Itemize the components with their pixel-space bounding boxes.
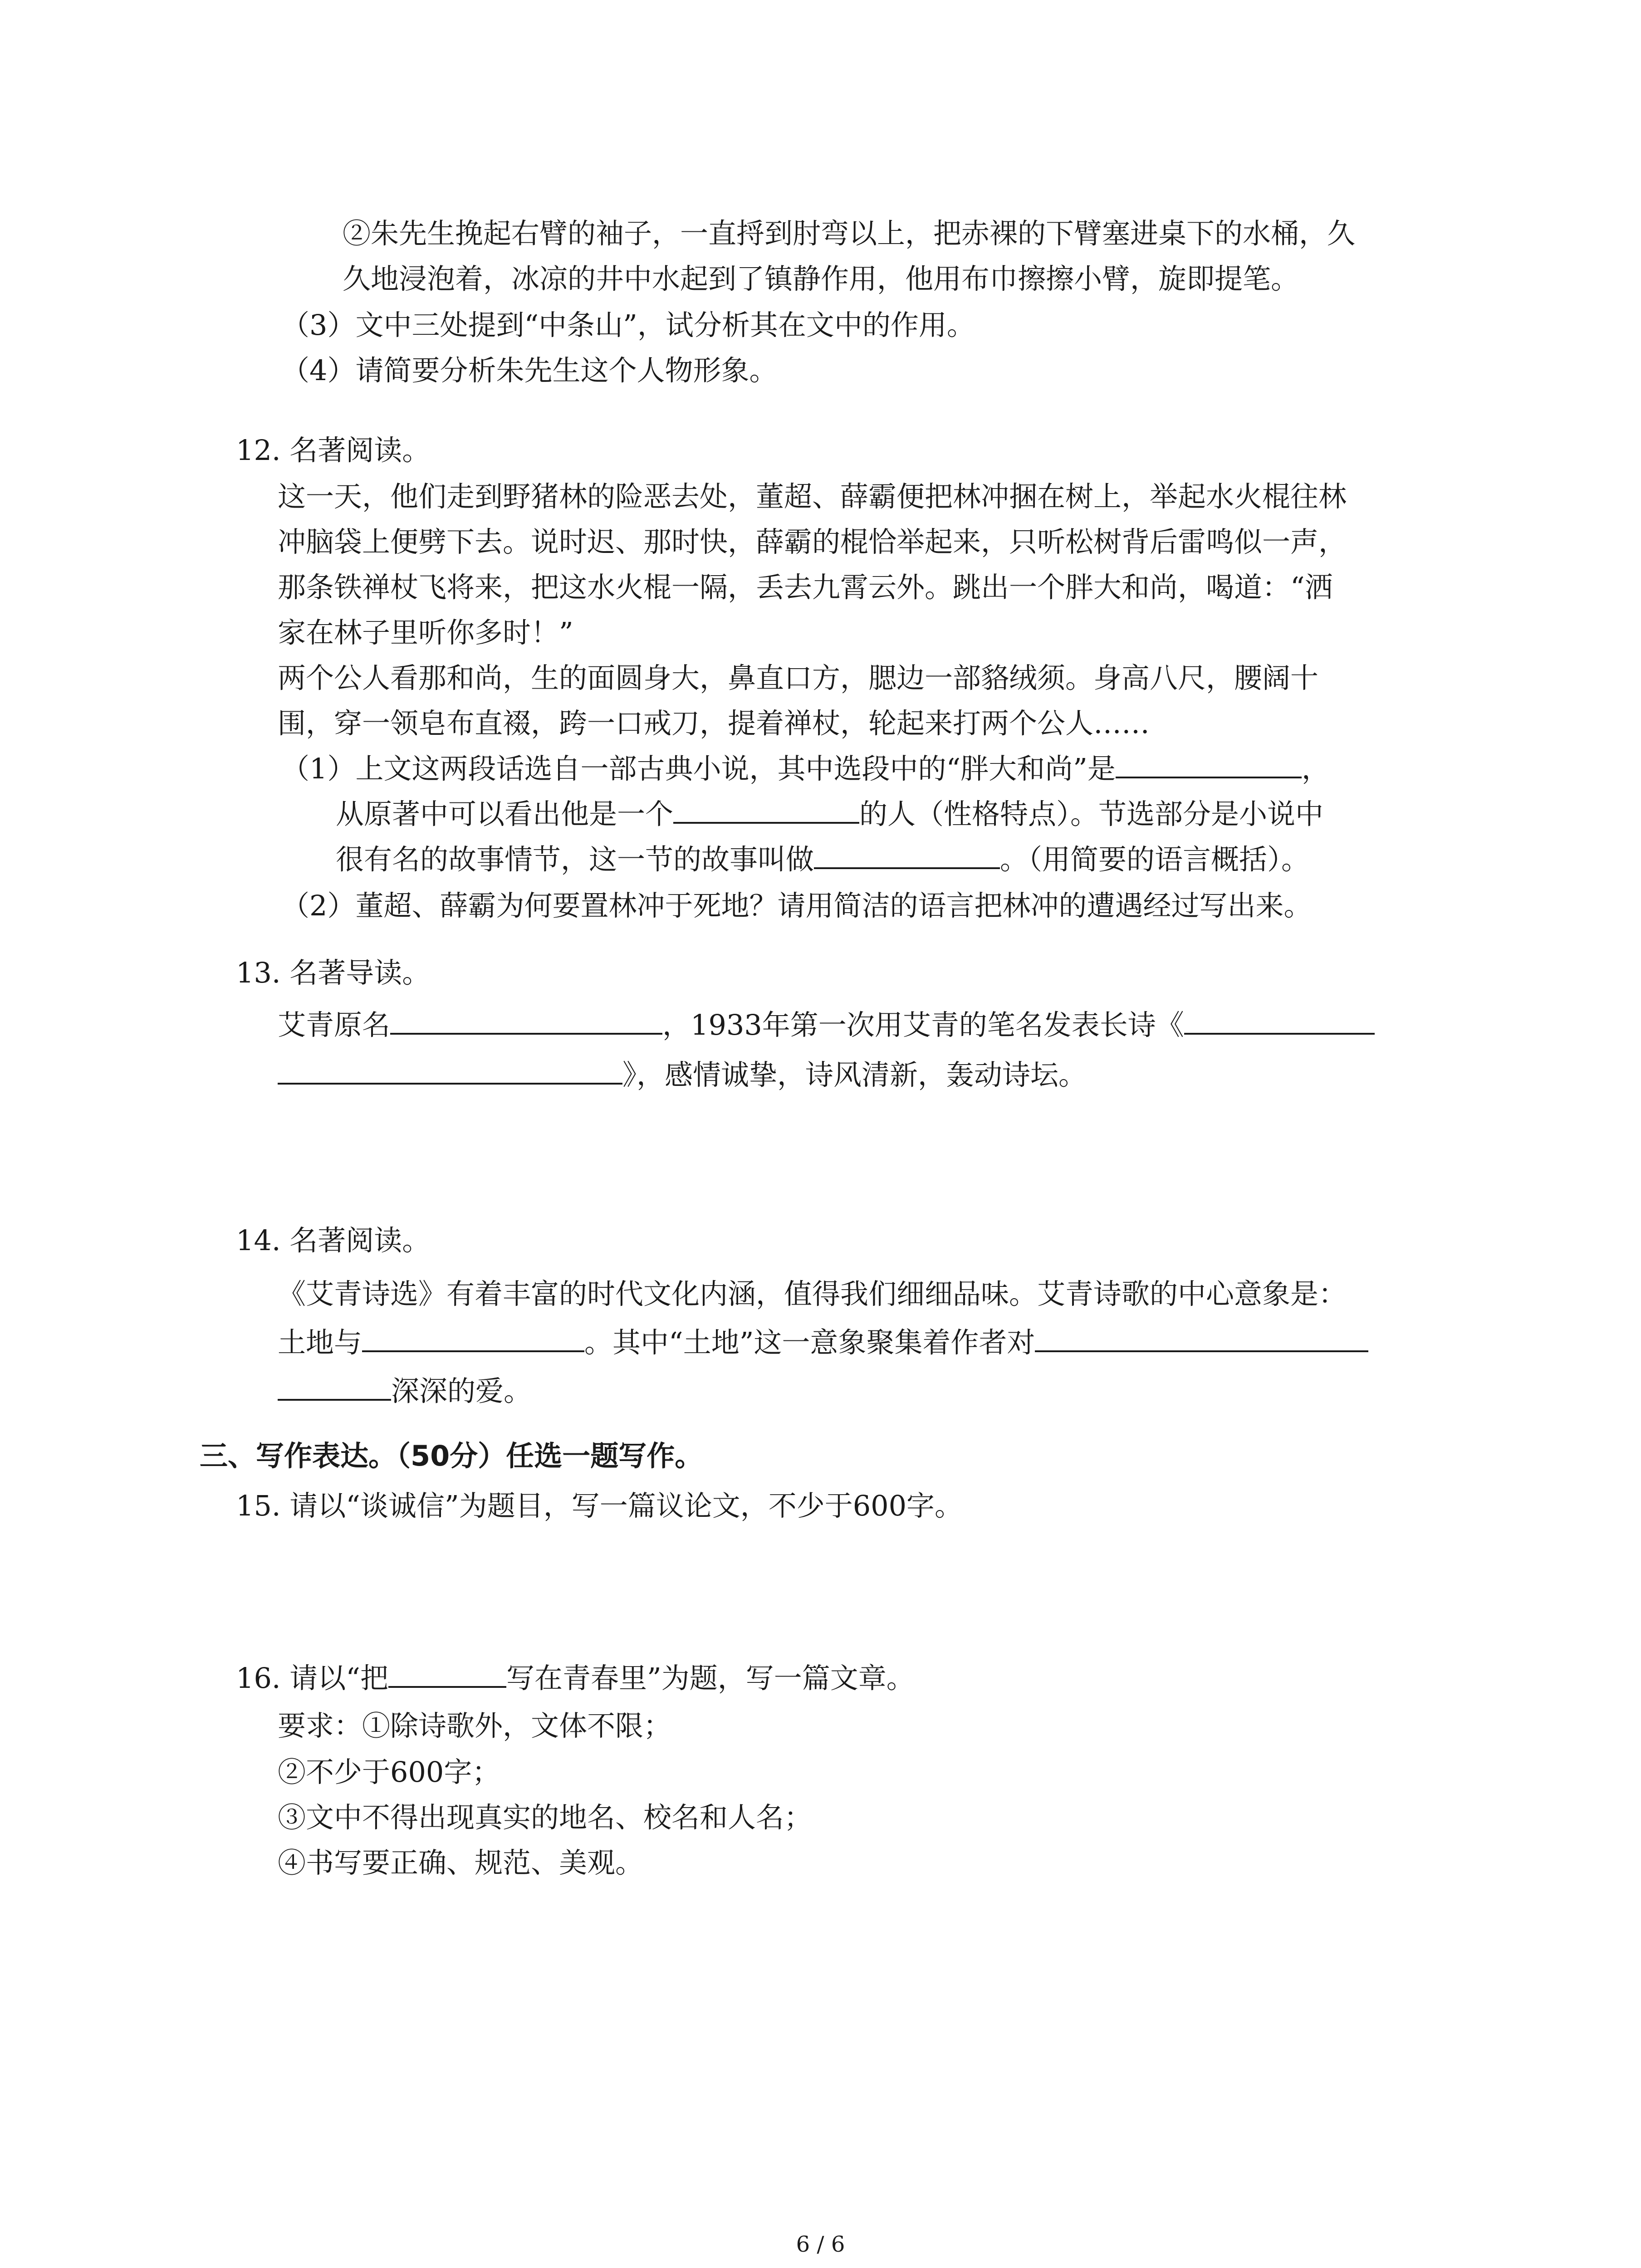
q13-text-b: ，1933年第一次用艾青的笔名发表长诗《 [662, 1008, 1184, 1041]
q14-heading: 14. 名著阅读。 [236, 1224, 431, 1257]
q13-blank-original-name[interactable] [390, 1006, 662, 1035]
q13-text-a: 艾青原名 [278, 1008, 391, 1041]
q12-p1-line4: 家在林子里听你多时！” [278, 616, 573, 649]
q14-text-b: 。其中“土地”这一意象聚集着作者对 [584, 1326, 1035, 1359]
q16-title-line [236, 1658, 915, 1699]
q12-sub1-text-e: 很有名的故事情节，这一节的故事叫做 [336, 843, 814, 876]
q16-text-a: 16. 请以“把 [236, 1662, 389, 1695]
q14-blank-image[interactable] [362, 1323, 584, 1352]
q12-sub1-text-b: ， [1301, 752, 1330, 785]
q12-blank-story-title[interactable] [814, 840, 1000, 869]
q12-sub1-text-d: 的人（性格特点）。节选部分是小说中 [859, 797, 1324, 831]
q12-blank-character-trait[interactable] [673, 795, 859, 824]
q16-req1: 要求：①除诗歌外，文体不限； [278, 1709, 672, 1742]
q12-heading: 12. 名著阅读。 [236, 434, 431, 467]
q12-sub1-text-f: 。（用简要的语言概括）。 [1000, 843, 1310, 876]
q13-line1 [278, 1005, 1375, 1046]
q14-line3 [278, 1371, 532, 1412]
q14-text-a: 土地与 [278, 1326, 362, 1359]
q14-blank-object-cont[interactable] [278, 1372, 391, 1401]
q13-line2 [278, 1055, 1087, 1095]
q14-text-c: 深深的爱。 [391, 1374, 532, 1408]
q12-p1-line1: 这一天，他们走到野猪林的险恶去处，董超、薛霸便把林冲捆在树上，举起水火棍往林 [278, 480, 1347, 513]
q13-blank-poem-title[interactable] [1184, 1006, 1375, 1035]
q12-sub2: （2）董超、薛霸为何要置林冲于死地？请用简洁的语言把林冲的遭遇经过写出来。 [281, 889, 1312, 922]
q12-p2-line1: 两个公人看那和尚，生的面圆身大，鼻直口方，腮边一部貉绒须。身高八尺，腰阔十 [278, 661, 1319, 694]
q12-sub1-line1 [281, 748, 1330, 789]
q12-sub1-text-a: （1）上文这两段话选自一部古典小说，其中选段中的“胖大和尚”是 [281, 752, 1116, 785]
q16-req3: ③文中不得出现真实的地名、校名和人名； [278, 1801, 813, 1834]
q11-item2-line2: 久地浸泡着，冰凉的井中水起到了镇静作用，他用布巾擦擦小臂，旋即提笔。 [343, 262, 1299, 295]
q12-sub1-line2 [336, 794, 1323, 835]
q13-blank-poem-title-cont[interactable] [278, 1056, 622, 1085]
q13-text-c: 》，感情诚挚，诗风清新，轰动诗坛。 [622, 1058, 1087, 1091]
q12-blank-monk-name[interactable] [1116, 749, 1302, 778]
q12-sub1-text-c: 从原著中可以看出他是一个 [336, 797, 674, 831]
q12-sub1-line3 [336, 839, 1309, 880]
q14-line2 [278, 1322, 1368, 1363]
q13-heading: 13. 名著导读。 [236, 956, 431, 989]
q16-req4: ④书写要正确、规范、美观。 [278, 1846, 644, 1879]
q12-p2-line2: 围，穿一领皂布直裰，跨一口戒刀，提着禅杖，轮起来打两个公人…… [278, 707, 1150, 740]
q16-req2: ②不少于600字； [278, 1755, 500, 1789]
section3-heading: 三、写作表达。（50分）任选一题写作。 [200, 1439, 703, 1472]
q11-item2-line1: ②朱先生挽起右臂的袖子，一直捋到肘弯以上，把赤裸的下臂塞进桌下的水桶，久 [343, 217, 1356, 250]
q14-line1: 《艾青诗选》有着丰富的时代文化内涵，值得我们细细品味。艾青诗歌的中心意象是： [278, 1277, 1347, 1310]
q12-p1-line2: 冲脑袋上便劈下去。说时迟、那时快，薛霸的棍恰举起来，只听松树背后雷鸣似一声， [278, 525, 1347, 558]
q16-blank-topic[interactable] [388, 1659, 506, 1688]
q12-p1-line3: 那条铁禅杖飞将来，把这水火棍一隔，丢去九霄云外。跳出一个胖大和尚，喝道：“洒 [278, 571, 1333, 604]
page-number: 6 / 6 [796, 2232, 845, 2257]
q14-blank-object[interactable] [1035, 1323, 1368, 1352]
q16-text-b: 写在青春里”为题，写一篇文章。 [506, 1662, 915, 1695]
q15-text: 15. 请以“谈诚信”为题目，写一篇议论文，不少于600字。 [236, 1489, 963, 1522]
q11-sub4: （4）请简要分析朱先生这个人物形象。 [281, 354, 778, 387]
q11-sub3: （3）文中三处提到“中条山”，试分析其在文中的作用。 [281, 308, 975, 342]
